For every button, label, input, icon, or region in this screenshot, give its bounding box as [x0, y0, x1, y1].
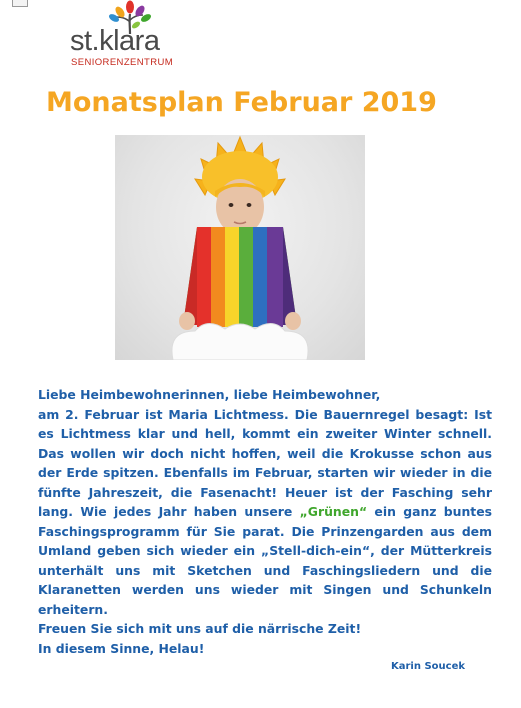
monthly-letter	[38, 385, 492, 658]
letter-body-part-1: am 2. Februar ist Maria Lichtmess. Die Bauernregel besagt: Ist es Lichtmess klar und hell, kommt ein zweiter Winter schnell. Das wollen wir doch nicht hoffen, weil die Krokusse schon aus der Erde spitzen. Ebenfalls im Februar, starten wir wieder in die fünfte Jahreszeit, die Fasenacht! Heuer ist der Fasching sehr lang. Wie jedes Jahr haben unsere	[38, 406, 492, 519]
logo-subtitle: SENIORENZENTRUM	[71, 57, 174, 68]
st-klara-logo	[70, 0, 190, 72]
letter-greeting: Liebe Heimbewohnerinnen, liebe Heimbewohner,	[38, 387, 381, 402]
page-corner-mark	[12, 0, 28, 7]
child-costume-illustration	[115, 135, 365, 360]
gruenen-highlight: „Grünen“	[299, 504, 368, 519]
letter-body-part-2: ein ganz buntes Faschingsprogramm für Sie parat. Die Prinzengarden aus dem Umland geben sich wieder ein „Stell-dich-ein“, der Mütterkreis unterhält uns mit Sketchen und Faschingsliedern und die Klaranetten werden uns wieder mit Singen und Schunkeln erheitern.	[38, 504, 493, 617]
letter-closing-1: Freuen Sie sich mit uns auf die närrische Zeit!	[38, 621, 362, 636]
rainbow-costume-photo	[115, 135, 365, 360]
logo-name: st.klara	[70, 25, 160, 57]
letter-body	[38, 405, 492, 620]
signature: Karin Soucek	[391, 661, 466, 672]
page-title: Monatsplan Februar 2019	[46, 87, 437, 118]
letter-closing-2: In diesem Sinne, Helau!	[38, 640, 205, 656]
